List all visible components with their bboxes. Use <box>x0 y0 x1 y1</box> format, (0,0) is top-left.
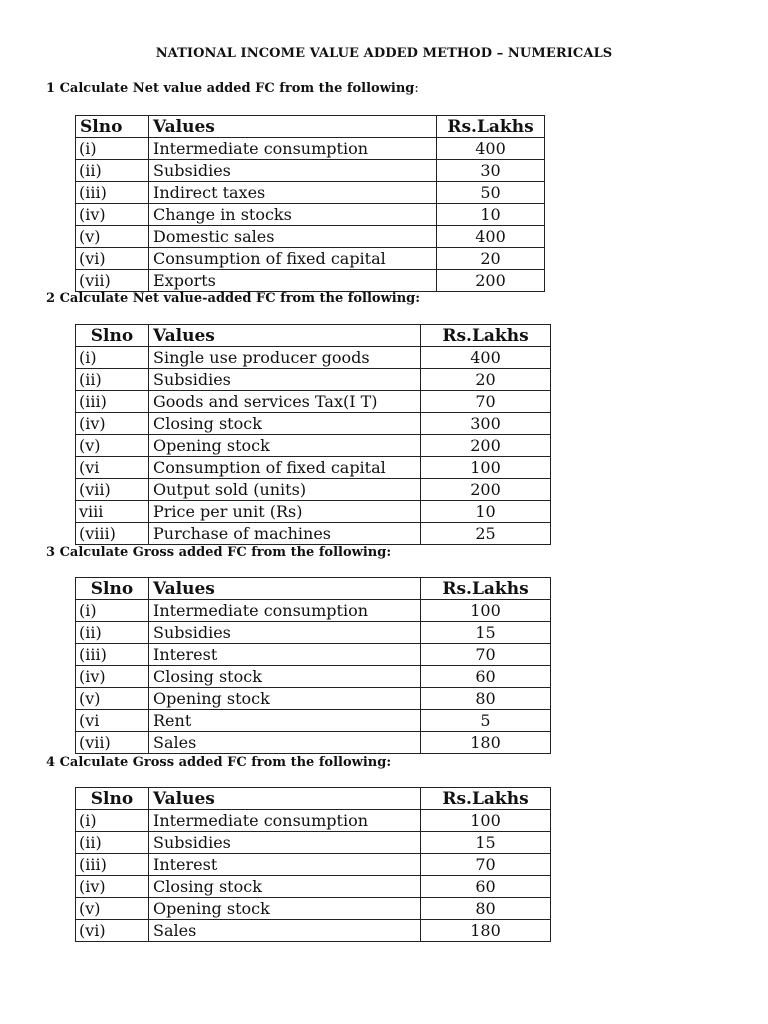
value-cell: Closing stock <box>149 876 421 898</box>
amount-cell: 70 <box>421 854 551 876</box>
value-cell: Intermediate consumption <box>149 810 421 832</box>
question-1-heading-text: 1 Calculate Net value added FC from the following <box>46 81 415 96</box>
amount-cell: 50 <box>437 182 545 204</box>
slno-cell: (iv) <box>76 204 149 226</box>
amount-cell: 100 <box>421 810 551 832</box>
table-row <box>76 248 545 270</box>
value-cell: Change in stocks <box>149 204 437 226</box>
table-row <box>76 204 545 226</box>
slno-cell: (iii) <box>76 644 149 666</box>
question-1-heading-suffix: : <box>414 81 419 96</box>
table-row <box>76 182 545 204</box>
page-title: NATIONAL INCOME VALUE ADDED METHOD – NUMERICALS <box>155 46 613 61</box>
table-header-row <box>76 578 551 600</box>
value-cell: Opening stock <box>149 435 421 457</box>
slno-cell: viii <box>76 501 149 523</box>
table-row <box>76 138 545 160</box>
table-row <box>76 810 551 832</box>
question-2-heading <box>46 291 420 306</box>
slno-cell: (iii) <box>76 391 149 413</box>
amount-cell: 15 <box>421 832 551 854</box>
table-row <box>76 347 551 369</box>
table-row <box>76 501 551 523</box>
table-row <box>76 710 551 732</box>
value-cell: Indirect taxes <box>149 182 437 204</box>
table-row <box>76 622 551 644</box>
slno-cell: (i) <box>76 600 149 622</box>
value-cell: Intermediate consumption <box>149 138 437 160</box>
slno-cell: (iii) <box>76 182 149 204</box>
amount-cell: 15 <box>421 622 551 644</box>
table-header-row <box>76 116 545 138</box>
values-header: Values <box>149 788 421 810</box>
slno-cell: (viii) <box>76 523 149 545</box>
slno-cell: (iv) <box>76 876 149 898</box>
value-cell: Single use producer goods <box>149 347 421 369</box>
amount-cell: 60 <box>421 876 551 898</box>
question-2-table <box>75 324 551 545</box>
value-cell: Sales <box>149 732 421 754</box>
value-cell: Opening stock <box>149 688 421 710</box>
slno-cell: (v) <box>76 435 149 457</box>
value-cell: Subsidies <box>149 832 421 854</box>
amount-cell: 300 <box>421 413 551 435</box>
slno-cell: (iv) <box>76 666 149 688</box>
question-4-heading-text: 4 Calculate Gross added FC from the following: <box>46 755 392 770</box>
slno-cell: (vii) <box>76 479 149 501</box>
amount-cell: 5 <box>421 710 551 732</box>
table-row <box>76 391 551 413</box>
slno-cell: (ii) <box>76 622 149 644</box>
slno-cell: (vi) <box>76 920 149 942</box>
question-3-table <box>75 577 551 754</box>
slno-cell: (vi <box>76 710 149 732</box>
slno-cell: (vii) <box>76 732 149 754</box>
slno-cell: (iv) <box>76 413 149 435</box>
amount-cell: 30 <box>437 160 545 182</box>
amount-cell: 70 <box>421 644 551 666</box>
slno-cell: (vi) <box>76 248 149 270</box>
table-row <box>76 666 551 688</box>
table-row <box>76 435 551 457</box>
amount-cell: 10 <box>421 501 551 523</box>
table-header-row <box>76 788 551 810</box>
table-row <box>76 479 551 501</box>
slno-cell: (v) <box>76 898 149 920</box>
amount-cell: 80 <box>421 688 551 710</box>
slno-cell: (vii) <box>76 270 149 292</box>
amount-header: Rs.Lakhs <box>421 578 551 600</box>
table-row <box>76 523 551 545</box>
amount-cell: 100 <box>421 457 551 479</box>
slno-cell: (iii) <box>76 854 149 876</box>
value-cell: Exports <box>149 270 437 292</box>
amount-header: Rs.Lakhs <box>421 788 551 810</box>
table-row <box>76 226 545 248</box>
value-cell: Interest <box>149 854 421 876</box>
amount-cell: 400 <box>437 226 545 248</box>
table-row <box>76 644 551 666</box>
value-cell: Closing stock <box>149 413 421 435</box>
slno-cell: (v) <box>76 688 149 710</box>
value-cell: Goods and services Tax(I T) <box>149 391 421 413</box>
amount-header: Rs.Lakhs <box>421 325 551 347</box>
value-cell: Domestic sales <box>149 226 437 248</box>
slno-cell: (ii) <box>76 160 149 182</box>
slno-cell: (i) <box>76 138 149 160</box>
table-row <box>76 270 545 292</box>
amount-cell: 180 <box>421 920 551 942</box>
question-4-table <box>75 787 551 942</box>
table-row <box>76 160 545 182</box>
amount-cell: 25 <box>421 523 551 545</box>
amount-cell: 100 <box>421 600 551 622</box>
slno-cell: (v) <box>76 226 149 248</box>
table-row <box>76 369 551 391</box>
value-cell: Subsidies <box>149 369 421 391</box>
slno-cell: (vi <box>76 457 149 479</box>
slno-header: Slno <box>76 578 149 600</box>
amount-cell: 20 <box>437 248 545 270</box>
value-cell: Subsidies <box>149 622 421 644</box>
value-cell: Consumption of fixed capital <box>149 248 437 270</box>
table-header-row <box>76 325 551 347</box>
value-cell: Output sold (units) <box>149 479 421 501</box>
slno-header: Slno <box>76 116 149 138</box>
amount-cell: 200 <box>437 270 545 292</box>
value-cell: Purchase of machines <box>149 523 421 545</box>
value-cell: Rent <box>149 710 421 732</box>
value-cell: Consumption of fixed capital <box>149 457 421 479</box>
slno-header: Slno <box>76 325 149 347</box>
table-row <box>76 600 551 622</box>
values-header: Values <box>149 116 437 138</box>
value-cell: Price per unit (Rs) <box>149 501 421 523</box>
slno-cell: (ii) <box>76 369 149 391</box>
amount-header: Rs.Lakhs <box>437 116 545 138</box>
slno-cell: (ii) <box>76 832 149 854</box>
table-row <box>76 413 551 435</box>
amount-cell: 180 <box>421 732 551 754</box>
question-3-heading <box>46 545 391 560</box>
amount-cell: 200 <box>421 435 551 457</box>
value-cell: Interest <box>149 644 421 666</box>
amount-cell: 200 <box>421 479 551 501</box>
values-header: Values <box>149 325 421 347</box>
slno-cell: (i) <box>76 810 149 832</box>
question-4-heading <box>46 755 391 770</box>
table-row <box>76 854 551 876</box>
slno-cell: (i) <box>76 347 149 369</box>
amount-cell: 10 <box>437 204 545 226</box>
value-cell: Closing stock <box>149 666 421 688</box>
table-row <box>76 832 551 854</box>
table-row <box>76 920 551 942</box>
table-row <box>76 732 551 754</box>
amount-cell: 60 <box>421 666 551 688</box>
amount-cell: 70 <box>421 391 551 413</box>
amount-cell: 400 <box>421 347 551 369</box>
amount-cell: 20 <box>421 369 551 391</box>
question-2-heading-text: 2 Calculate Net value-added FC from the following: <box>46 291 421 306</box>
amount-cell: 400 <box>437 138 545 160</box>
table-row <box>76 688 551 710</box>
value-cell: Sales <box>149 920 421 942</box>
amount-cell: 80 <box>421 898 551 920</box>
values-header: Values <box>149 578 421 600</box>
table-row <box>76 898 551 920</box>
table-row <box>76 876 551 898</box>
question-1-heading <box>46 81 419 96</box>
value-cell: Subsidies <box>149 160 437 182</box>
value-cell: Opening stock <box>149 898 421 920</box>
question-3-heading-text: 3 Calculate Gross added FC from the following: <box>46 545 392 560</box>
slno-header: Slno <box>76 788 149 810</box>
value-cell: Intermediate consumption <box>149 600 421 622</box>
table-row <box>76 457 551 479</box>
question-1-table <box>75 115 545 292</box>
